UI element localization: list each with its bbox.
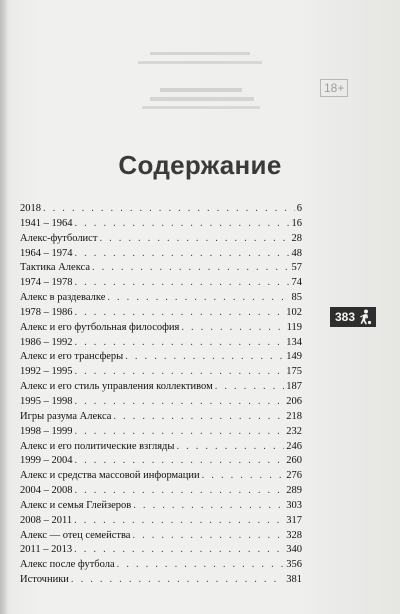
footballer-icon bbox=[358, 309, 372, 325]
toc-entry-title: Алекс — отец семейства bbox=[20, 529, 131, 541]
show-through-line bbox=[150, 97, 254, 101]
toc-entry bbox=[20, 276, 302, 291]
toc-entry-title: Алекс и его политические взгляды bbox=[20, 440, 175, 452]
toc-entry-page: 276 bbox=[286, 470, 302, 482]
toc-entry bbox=[20, 514, 302, 529]
toc-entry bbox=[20, 306, 302, 321]
page-number: 383 bbox=[335, 310, 356, 324]
toc-entry bbox=[20, 350, 302, 365]
dot-leader bbox=[75, 217, 290, 232]
toc-entry bbox=[20, 440, 302, 455]
toc-entry-title: Алекс и его стиль управления коллективом bbox=[20, 381, 213, 393]
toc-entry-page: 57 bbox=[291, 262, 302, 274]
show-through-line bbox=[160, 88, 242, 92]
toc-entry-page: 134 bbox=[286, 336, 302, 348]
toc-entry bbox=[20, 454, 302, 469]
toc-entry bbox=[20, 395, 302, 410]
toc-entry-page: 74 bbox=[291, 277, 302, 289]
dot-leader bbox=[75, 306, 285, 321]
toc-entry-title: 1964 – 1974 bbox=[20, 247, 73, 259]
table-of-contents bbox=[20, 202, 302, 588]
page-title: Содержание bbox=[118, 150, 282, 181]
toc-entry-title: 1998 – 1999 bbox=[20, 425, 73, 437]
toc-entry-title: 2008 – 2011 bbox=[20, 514, 73, 526]
dot-leader bbox=[132, 529, 284, 544]
dot-leader bbox=[107, 291, 289, 306]
show-through-line bbox=[150, 52, 250, 55]
toc-entry-page: 289 bbox=[286, 485, 302, 497]
toc-entry bbox=[20, 247, 302, 262]
toc-entry-page: 381 bbox=[286, 574, 302, 586]
toc-entry-page: 328 bbox=[286, 529, 302, 541]
dot-leader bbox=[176, 440, 284, 455]
toc-entry-title: Алекс и его футбольная философия bbox=[20, 321, 180, 333]
dot-leader bbox=[75, 454, 285, 469]
toc-entry bbox=[20, 321, 302, 336]
show-through-line bbox=[142, 106, 260, 109]
dot-leader bbox=[133, 499, 284, 514]
toc-entry-page: 356 bbox=[286, 559, 302, 571]
toc-entry bbox=[20, 529, 302, 544]
dot-leader bbox=[43, 202, 295, 217]
toc-entry-title: 1995 – 1998 bbox=[20, 395, 73, 407]
toc-entry bbox=[20, 410, 302, 425]
dot-leader bbox=[75, 395, 285, 410]
toc-entry bbox=[20, 217, 302, 232]
toc-entry-title: 2004 – 2008 bbox=[20, 485, 73, 497]
toc-entry-page: 340 bbox=[286, 544, 302, 556]
toc-entry bbox=[20, 202, 302, 217]
age-rating-show-through: 18+ bbox=[320, 79, 348, 97]
toc-entry bbox=[20, 558, 302, 573]
toc-entry bbox=[20, 543, 302, 558]
toc-entry-title: 1974 – 1978 bbox=[20, 277, 73, 289]
toc-entry-page: 28 bbox=[291, 232, 302, 244]
toc-entry-page: 232 bbox=[286, 425, 302, 437]
dot-leader bbox=[74, 543, 284, 558]
spine-shadow bbox=[0, 0, 8, 614]
dot-leader bbox=[75, 276, 290, 291]
toc-entry-page: 102 bbox=[286, 306, 302, 318]
toc-entry-page: 48 bbox=[291, 247, 302, 259]
toc-entry-page: 206 bbox=[286, 395, 302, 407]
dot-leader bbox=[71, 573, 284, 588]
toc-entry-page: 119 bbox=[286, 321, 302, 333]
toc-entry-title: Алекс и средства массовой информации bbox=[20, 470, 200, 482]
toc-entry bbox=[20, 499, 302, 514]
page-number-badge bbox=[330, 307, 376, 327]
toc-entry-title: Алекс и его трансферы bbox=[20, 351, 124, 363]
toc-entry-title: Алекс после футбола bbox=[20, 559, 115, 571]
toc-entry bbox=[20, 484, 302, 499]
toc-entry-page: 260 bbox=[286, 455, 302, 467]
toc-entry bbox=[20, 232, 302, 247]
toc-entry bbox=[20, 469, 302, 484]
dot-leader bbox=[181, 321, 284, 336]
dot-leader bbox=[75, 336, 285, 351]
toc-entry-title: Тактика Алекса bbox=[20, 262, 90, 274]
toc-entry-title: 2018 bbox=[20, 203, 41, 214]
toc-entry bbox=[20, 261, 302, 276]
toc-entry-title: Алекс в раздевалке bbox=[20, 292, 106, 304]
dot-leader bbox=[113, 410, 284, 425]
dot-leader bbox=[75, 484, 285, 499]
dot-leader bbox=[74, 514, 284, 529]
toc-entry bbox=[20, 365, 302, 380]
dot-leader bbox=[117, 558, 285, 573]
toc-entry-page: 246 bbox=[286, 440, 302, 452]
dot-leader bbox=[75, 247, 290, 262]
toc-entry-title: Алекс и семья Глейзеров bbox=[20, 499, 132, 511]
toc-entry-page: 187 bbox=[286, 381, 302, 393]
dot-leader bbox=[92, 261, 290, 276]
toc-entry-title: Источники bbox=[20, 574, 69, 586]
toc-entry-title: Игры разума Алекса bbox=[20, 410, 112, 422]
toc-entry-title: 1999 – 2004 bbox=[20, 455, 73, 467]
toc-entry bbox=[20, 291, 302, 306]
dot-leader bbox=[75, 425, 285, 440]
dot-leader bbox=[202, 469, 285, 484]
toc-entry-title: 1992 – 1995 bbox=[20, 366, 73, 378]
dot-leader bbox=[99, 232, 289, 247]
toc-entry-page: 303 bbox=[286, 499, 302, 511]
toc-entry bbox=[20, 336, 302, 351]
toc-entry bbox=[20, 380, 302, 395]
toc-entry-title: 1978 – 1986 bbox=[20, 306, 73, 318]
toc-entry-page: 218 bbox=[286, 410, 302, 422]
toc-entry-title: 1986 – 1992 bbox=[20, 336, 73, 348]
toc-entry-title: 2011 – 2013 bbox=[20, 544, 73, 556]
toc-entry bbox=[20, 425, 302, 440]
dot-leader bbox=[125, 350, 284, 365]
toc-entry-title: Алекс-футболист bbox=[20, 232, 98, 244]
toc-entry-page: 85 bbox=[291, 292, 302, 304]
toc-entry-page: 6 bbox=[296, 203, 302, 214]
toc-entry-title: 1941 – 1964 bbox=[20, 217, 73, 229]
toc-entry-page: 149 bbox=[286, 351, 302, 363]
dot-leader bbox=[75, 365, 285, 380]
dot-leader bbox=[215, 380, 285, 395]
show-through-line bbox=[138, 61, 262, 64]
toc-entry-page: 317 bbox=[286, 514, 302, 526]
toc-entry bbox=[20, 573, 302, 588]
toc-entry-page: 175 bbox=[286, 366, 302, 378]
toc-entry-page: 16 bbox=[291, 217, 302, 229]
